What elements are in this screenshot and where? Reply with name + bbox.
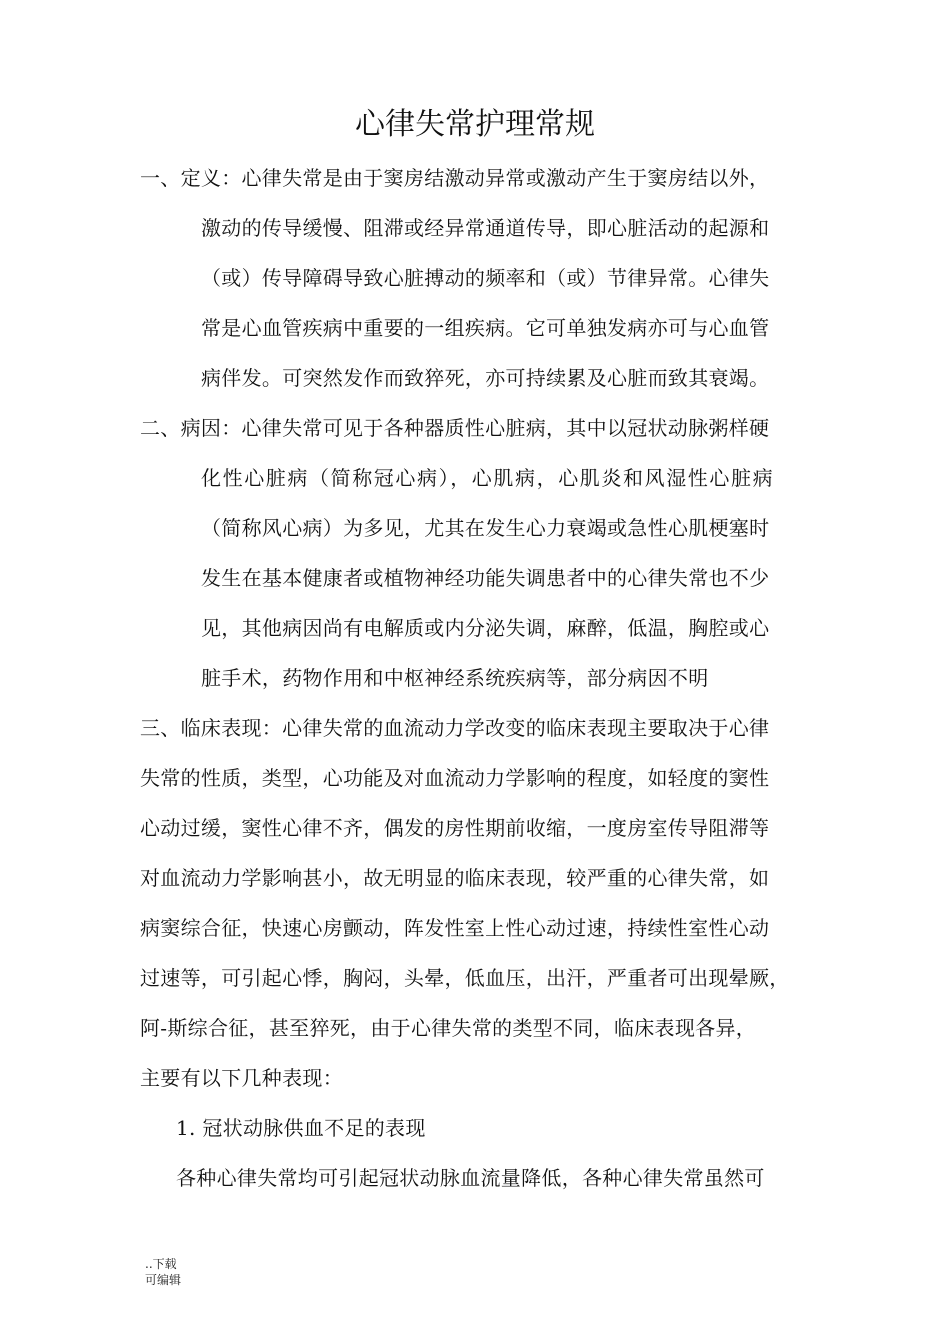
section-3-line-7: 阿-斯综合征，甚至猝死，由于心律失常的类型不同，临床表现各异，	[140, 1016, 757, 1040]
section-1-line-5: 病伴发。可突然发作而致猝死，亦可持续累及心脏而致其衰竭。	[201, 366, 770, 390]
section-2-line-1: 二、病因：心律失常可见于各种器质性心脏病，其中以冠状动脉粥样硬	[140, 416, 770, 440]
section-3-line-1: 三、临床表现：心律失常的血流动力学改变的临床表现主要取决于心律	[140, 716, 770, 740]
section-2-line-5: 见，其他病因尚有电解质或内分泌失调，麻醉，低温，胸腔或心	[201, 616, 770, 640]
page-title: 心律失常护理常规	[355, 107, 595, 142]
section-2-line-6: 脏手术，药物作用和中枢神经系统疾病等，部分病因不明	[201, 666, 709, 690]
section-2-line-3: （简称风心病）为多见，尤其在发生心力衰竭或急性心肌梗塞时	[201, 516, 770, 540]
section-1-line-3: （或）传导障碍导致心脏搏动的频率和（或）节律异常。心律失	[201, 266, 770, 290]
section-3-line-6: 过速等，可引起心悸，胸闷，头晕，低血压，出汗，严重者可出现晕厥，	[140, 966, 790, 990]
section-2-line-2: 化性心脏病（简称冠心病），心肌病，心肌炎和风湿性心脏病	[201, 466, 775, 490]
footer-editable-label: 可编辑	[145, 1273, 182, 1287]
section-3-line-8: 主要有以下几种表现：	[140, 1066, 343, 1090]
section-1-line-1: 一、定义：心律失常是由于窦房结激动异常或激动产生于窦房结以外，	[140, 166, 770, 190]
section-1-line-2: 激动的传导缓慢、阻滞或经异常通道传导，即心脏活动的起源和	[201, 216, 770, 240]
section-3-line-3: 心动过缓，窦性心律不齐，偶发的房性期前收缩，一度房室传导阻滞等	[140, 816, 770, 840]
subsection-1-heading: 1. 冠状动脉供血不足的表现	[176, 1116, 426, 1140]
section-3-line-4: 对血流动力学影响甚小，故无明显的临床表现，较严重的心律失常，如	[140, 866, 770, 890]
subsection-1-text: 各种心律失常均可引起冠状动脉血流量降低，各种心律失常虽然可	[176, 1166, 765, 1190]
section-3-line-2: 失常的性质，类型，心功能及对血流动力学影响的程度，如轻度的窦性	[140, 766, 770, 790]
footer-download-label: ..下载	[145, 1257, 177, 1271]
section-2-line-4: 发生在基本健康者或植物神经功能失调患者中的心律失常也不少	[201, 566, 770, 590]
section-1-line-4: 常是心血管疾病中重要的一组疾病。它可单独发病亦可与心血管	[201, 316, 770, 340]
section-3-line-5: 病窦综合征，快速心房颤动，阵发性室上性心动过速，持续性室性心动	[140, 916, 770, 940]
